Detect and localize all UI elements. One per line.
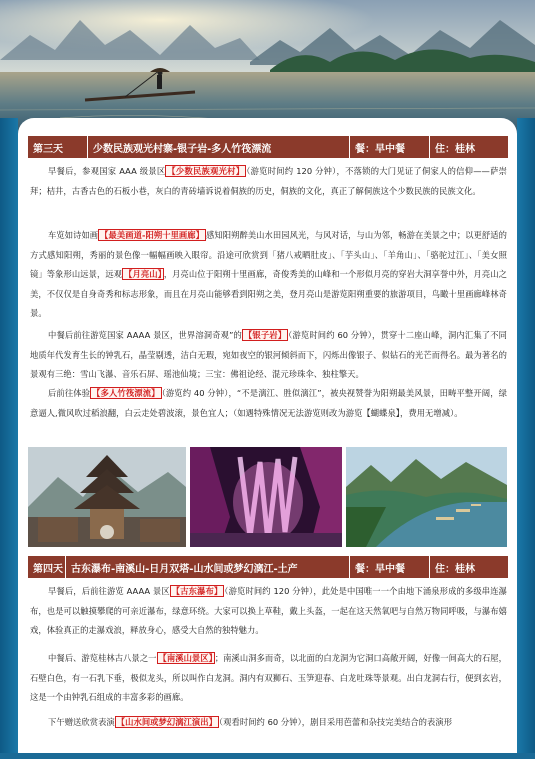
- day3-paragraph-1: 早餐后，参观国家 AAA 级景区 【少数民族观光村】 （游览时间约 120 分钟），不落锁的大门见证了侗家人的信仰——萨崇拜；桔井，古香古色的石板小巷，灰白的青砖墙诉说着侗族的历史，侗族的文化，真正了解侗族这个少数民族的民族文化。: [30, 166, 507, 196]
- day3-label: 第三天: [28, 136, 88, 158]
- highlight-silver-cave: 【银子岩】: [243, 330, 287, 340]
- highlight-ten-mile-gallery: 【最美画道-阳朔十里画廊】: [100, 230, 205, 240]
- page-frame-left: [0, 118, 18, 759]
- day3-header: [28, 136, 508, 158]
- page-frame-bottom: [0, 753, 535, 759]
- day3-title: 少数民族观光村寨-银子岩-多人竹筏漂流: [88, 136, 350, 158]
- photo-drum-tower: [28, 447, 186, 547]
- day4-title: 古东瀑布-南溪山-日月双塔-山水间或梦幻漓江-土产: [66, 556, 350, 578]
- day3-paragraph-4: 后前往体验 【多人竹筏漂流】 （游览约 40 分钟），“不是漓江、胜似漓江”，被央视赞誉为阳朔最美风景，田畴平整开阔，绿意逼人,微风吹过稻浪翻，白云走处碧波滚，景色宜人；（如遇特殊情况无法游览则改为游览【蝴蝶泉】，费用无增减）。: [30, 388, 507, 418]
- page-frame-right: [517, 118, 535, 759]
- highlight-moon-hill: 【月亮山】: [124, 269, 162, 279]
- day4-meal: 餐：早中餐: [350, 556, 430, 578]
- day3-meal: 餐：早中餐: [350, 136, 430, 158]
- day3-paragraph-3: 中餐后前往游览国家 AAAA 景区，世界溶洞奇观”的 【银子岩】 （游览时间约 60 分钟），贯穿十二座山峰，洞内汇集了不同地质年代发育生长的钟乳石，晶莹剔透，洁白无瑕，宛如夜空的银河倾斜而下，闪烁出像银子、似钻石的光芒而得名。最为著名的景观有三绝：雪山飞瀑、音乐石屏、瑶池仙境；三宝：佛祖论经、混元珍珠伞、独柱擎天。: [30, 330, 507, 379]
- photo-silver-cave: [190, 447, 342, 547]
- highlight-minority-village: 【少数民族观光村】: [167, 166, 245, 176]
- day3-stay: 住：桂林: [435, 143, 475, 155]
- highlight-nanxi-hill: 【南溪山景区】: [158, 653, 213, 663]
- day4-header: [28, 556, 508, 578]
- day4-paragraph-3: 下午赠送欣赏表演 【山水间或梦幻漓江演出】 （观看时间约 60 分钟），剧目采用芭蕾和杂技完美结合的表演形: [48, 717, 453, 727]
- day3-paragraph-2: 车览如诗如画 【最美画道-阳朔十里画廊】 感知阳朔醉美山水田园风光，与风对话，与山为邻，畅游在美景之中；以更舒适的方式感知阳朔，秀丽的景色像一幅幅画映入眼帘。沿途可欣赏到「猪八戒晒肚皮」、「芋头山」、「羊角山」、「骆驼过江」、「美女照镜」等象形山远景，远观 【月亮山】 ，月亮山位于阳朔十里画廊，奇俊秀美的山峰和一个形似月亮的穿岩大洞享誉中外，月亮山之美，不仅仅是自身奇秀和标志形象，而且在月亮山能够看到阳朔之美，登月亮山是游览阳朔重要的旅游项目，鸟瞰十里画廊峰林奇景。: [30, 230, 507, 318]
- highlight-gudong-waterfall: 【古东瀑布】: [171, 586, 223, 596]
- highlight-show: 【山水间或梦幻漓江演出】: [116, 717, 217, 727]
- itinerary-card: [18, 118, 517, 759]
- highlight-bamboo-raft: 【多人竹筏漂流】: [92, 388, 160, 398]
- day4-paragraph-2: 中餐后、游览桂林古八景之一 【南溪山景区】 ；南溪山洞多而奇，以北面的白龙洞为它洞口高敞开阔，好像一间高大的石屋，石壁白色，有一石乳下垂，极似龙头，所以叫作白龙洞。洞内有双狮石、玉笋迎春、白龙吐珠等景观。出白龙洞右行，便到玄岩，这是一个由钟乳石组成的丰富多彩的画廊。: [30, 653, 508, 702]
- day4-label: 第四天: [28, 556, 66, 578]
- photo-bamboo-raft: [346, 447, 507, 547]
- day4-paragraph-1: 早餐后，后前往游览 AAAA 景区 【古东瀑布】 （游览时间约 120 分钟），此处是中国唯一一个由地下涌泉形成的多级串连瀑布，也是可以触摸攀爬的可亲近瀑布，绿意环绕。大家可以换上草鞋，戴上头盔，一起在这天然氧吧与自然万物同呼吸，与瀑布嬉戏，体验真正的走瀑戏浪，释放身心，感受大自然的独特魅力。: [30, 586, 507, 635]
- day4-stay: 住：桂林: [435, 563, 475, 575]
